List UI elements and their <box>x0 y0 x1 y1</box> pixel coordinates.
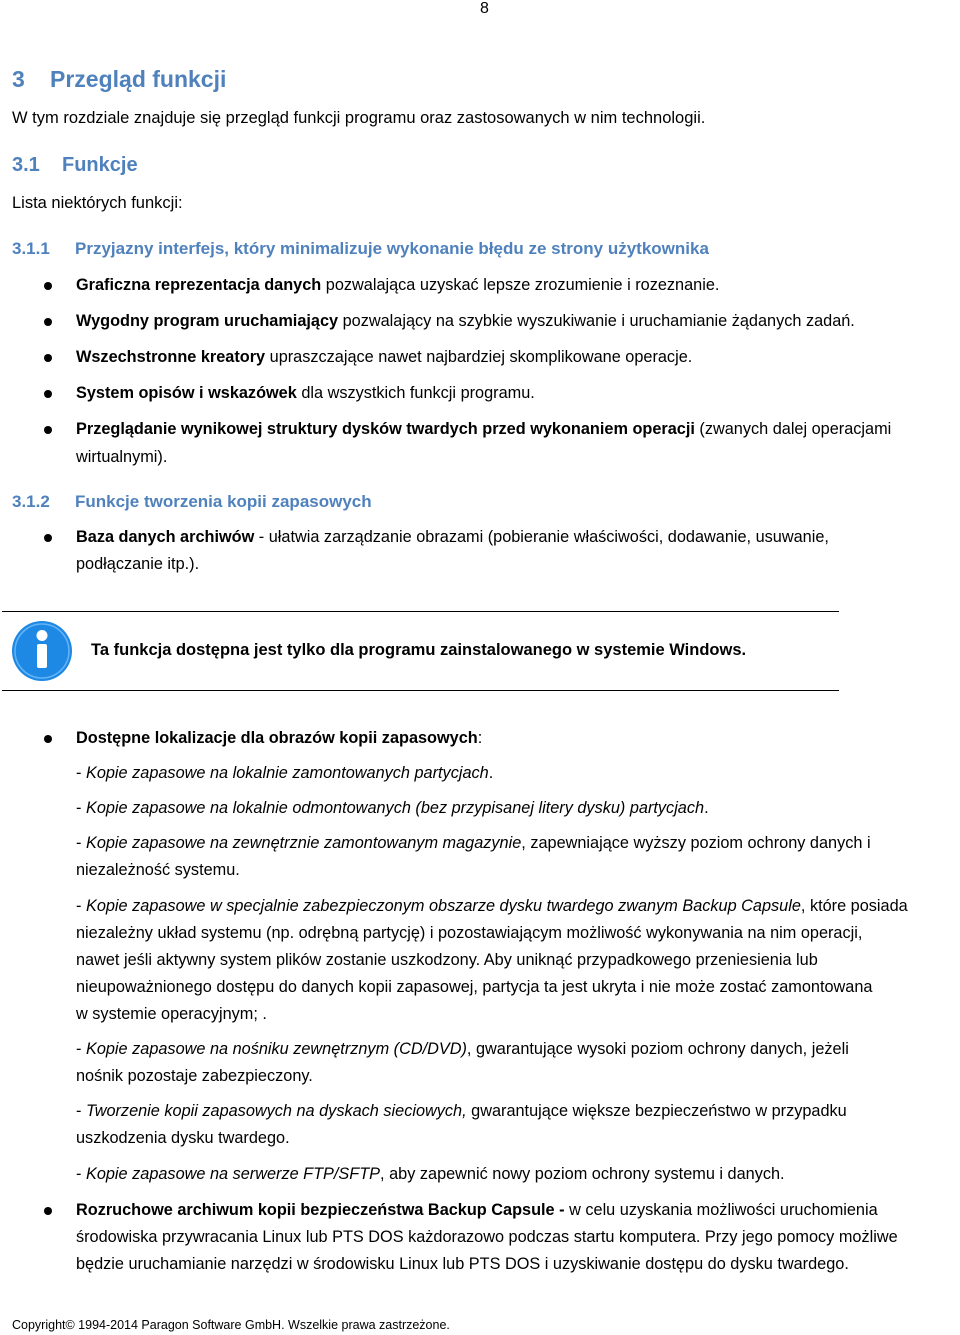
list-item <box>76 312 855 331</box>
location-item <box>76 1165 785 1184</box>
list-item-continuation: środowiska przywracania Linux lub PTS DOS każdorazowo podczas startu komputera. Przy jego pomocy możliwe <box>76 1228 898 1246</box>
dash: - <box>76 897 86 915</box>
sub2-heading <box>12 492 372 512</box>
list-item <box>76 729 482 748</box>
location-continuation: w systemie operacyjnym; . <box>76 1005 267 1023</box>
location-text: . <box>488 764 494 782</box>
item-text: dla wszystkich funkcji programu. <box>296 384 535 402</box>
location-italic: Kopie zapasowe na lokalnie odmontowanych (bez przypisanej litery dysku) partycjach <box>85 799 705 817</box>
bullet-icon <box>44 735 52 743</box>
location-item <box>76 897 908 916</box>
bullet-icon <box>44 1207 52 1215</box>
page-number: 8 <box>480 0 489 17</box>
location-italic: Kopie zapasowe na nośniku zewnętrznym (CD/DVD) <box>85 1040 467 1058</box>
bullet-icon <box>44 354 52 362</box>
footer-copyright: Copyright© 1994-2014 Paragon Software GmbH. Wszelkie prawa zastrzeżone. <box>12 1318 450 1332</box>
bullet-icon <box>44 318 52 326</box>
location-item <box>76 1040 849 1059</box>
location-item <box>76 764 493 783</box>
item-text: pozwalający na szybkie wyszukiwanie i uruchamianie żądanych zadań. <box>338 312 855 330</box>
location-continuation: niezależność systemu. <box>76 861 240 879</box>
location-italic: Kopie zapasowe na zewnętrznie zamontowanym magazynie <box>85 834 522 852</box>
section-intro: W tym rozdziale znajduje się przegląd funkcji programu oraz zastosowanych w nim technologii. <box>12 109 706 127</box>
list-item <box>76 348 692 367</box>
sub2-title: Funkcje tworzenia kopii zapasowych <box>75 492 372 511</box>
sub1-title: Przyjazny interfejs, który minimalizuje wykonanie błędu ze strony użytkownika <box>75 239 709 258</box>
dash: - <box>76 799 86 817</box>
note-top-rule <box>2 611 839 612</box>
bullet-icon <box>44 426 52 434</box>
item-bold: Baza danych archiwów <box>76 528 255 546</box>
subsection-heading <box>12 154 138 177</box>
section-heading <box>12 66 226 93</box>
location-continuation: nośnik pozostaje zabezpieczony. <box>76 1067 313 1085</box>
location-italic: Kopie zapasowe w specjalnie zabezpieczonym obszarze dysku twardego zwanym Backup Capsule <box>85 897 801 915</box>
list-item <box>76 420 891 439</box>
item-text: : <box>477 729 483 747</box>
bullet-icon <box>44 390 52 398</box>
item-text: (zwanych dalej operacjami <box>694 420 892 438</box>
dash: - <box>76 1165 86 1183</box>
list-item-continuation: podłączanie itp.). <box>76 555 200 573</box>
location-text: . <box>704 799 709 817</box>
section-title: Przegląd funkcji <box>50 66 227 92</box>
location-text: , gwarantujące wysoki poziom ochrony danych, jeżeli <box>466 1040 849 1058</box>
list-item-continuation: wirtualnymi). <box>76 448 168 466</box>
location-text: , które posiada <box>800 897 908 915</box>
item-text: pozwalająca uzyskać lepsze zrozumienie i rozeznanie. <box>321 276 720 294</box>
location-continuation: niezależny układ systemu (np. odrębną partycję) i pozostawiającym możliwość wykonywania na nim operacji, <box>76 924 863 942</box>
subsection-title: Funkcje <box>62 154 138 176</box>
list-item <box>76 276 719 295</box>
list-item-continuation: będzie uruchamianie narzędzi w środowisku Linux lub PTS DOS i uzyskiwanie dostępu do dysku twardego. <box>76 1255 849 1273</box>
info-icon <box>11 620 73 682</box>
list-item <box>76 1201 878 1220</box>
sub1-heading <box>12 239 709 259</box>
item-bold: Rozruchowe archiwum kopii bezpieczeństwa Backup Capsule - <box>76 1201 565 1219</box>
item-bold: Dostępne lokalizacje dla obrazów kopii zapasowych <box>76 729 478 747</box>
item-text: upraszczające nawet najbardziej skomplikowane operacje. <box>265 348 693 366</box>
dash: - <box>76 764 86 782</box>
sub2-number: 3.1.2 <box>12 492 50 511</box>
dash: - <box>76 1102 86 1120</box>
location-italic: Tworzenie kopii zapasowych na dyskach sieciowych, <box>85 1102 467 1120</box>
list-item <box>76 384 535 403</box>
location-text: , aby zapewnić nowy poziom ochrony systemu i danych. <box>380 1165 785 1183</box>
location-item <box>76 834 871 853</box>
location-item <box>76 1102 847 1121</box>
subsection-intro: Lista niektórych funkcji: <box>12 194 183 212</box>
note-text: Ta funkcja dostępna jest tylko dla programu zainstalowanego w systemie Windows. <box>91 641 747 659</box>
bullet-icon <box>44 534 52 542</box>
item-bold: Wygodny program uruchamiający <box>76 312 339 330</box>
note-bottom-rule <box>2 690 839 691</box>
location-continuation: uszkodzenia dysku twardego. <box>76 1129 290 1147</box>
item-bold: Graficzna reprezentacja danych <box>76 276 322 294</box>
subsection-number: 3.1 <box>12 154 40 176</box>
location-continuation: nieupoważnionego dostępu do danych kopii zapasowej, partycja ta jest ukryta i nie może zostać zamontowana <box>76 978 873 996</box>
list-item <box>76 528 829 547</box>
location-text: , zapewniające wyższy poziom ochrony danych i <box>521 834 871 852</box>
dash: - <box>76 834 86 852</box>
location-text: gwarantujące większe bezpieczeństwo w przypadku <box>466 1102 847 1120</box>
location-continuation: nawet jeśli aktywny system plików zostanie uszkodzony. Aby uniknąć przypadkowego przeniesienia lub <box>76 951 818 969</box>
location-italic: Kopie zapasowe na lokalnie zamontowanych partycjach <box>85 764 489 782</box>
item-bold: Wszechstronne kreatory <box>76 348 266 366</box>
item-bold: System opisów i wskazówek <box>76 384 297 402</box>
dash: - <box>76 1040 86 1058</box>
location-italic: Kopie zapasowe na serwerze FTP/SFTP <box>85 1165 381 1183</box>
bullet-icon <box>44 282 52 290</box>
location-item <box>76 799 709 818</box>
item-text: w celu uzyskania możliwości uruchomienia <box>564 1201 878 1219</box>
sub1-number: 3.1.1 <box>12 239 50 258</box>
section-number: 3 <box>12 66 25 92</box>
item-bold: Przeglądanie wynikowej struktury dysków twardych przed wykonaniem operacji <box>76 420 695 438</box>
item-text: - ułatwia zarządzanie obrazami (pobieranie właściwości, dodawanie, usuwanie, <box>254 528 829 546</box>
